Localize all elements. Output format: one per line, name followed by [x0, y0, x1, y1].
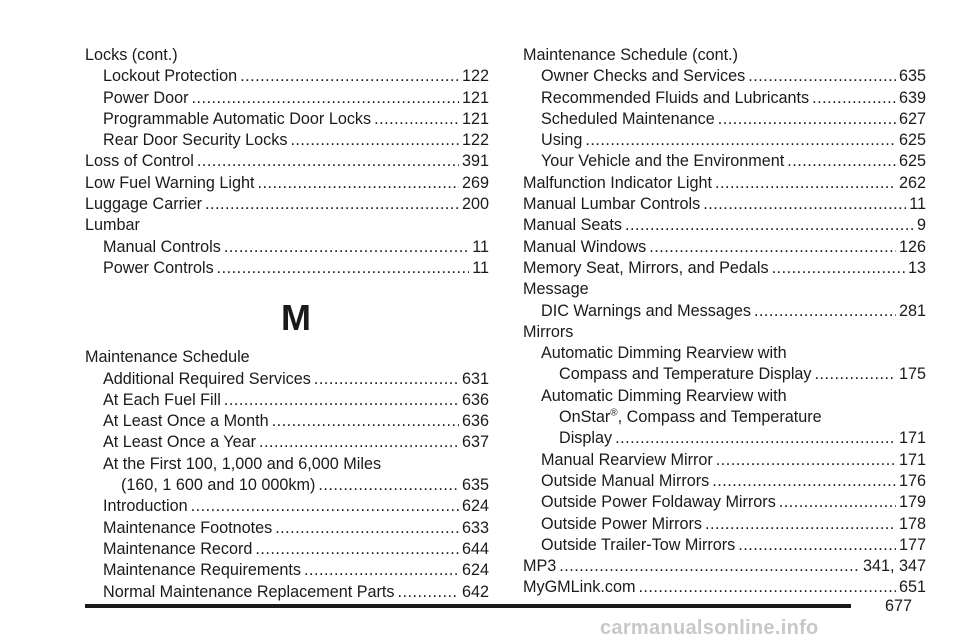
- page-ref: 13: [907, 258, 926, 277]
- page-ref: 176: [898, 471, 926, 490]
- entry-text: [541, 109, 715, 130]
- index-entry: [523, 194, 926, 215]
- index-entry: [523, 237, 926, 258]
- entry-text: [523, 258, 769, 279]
- entry-text-main: Introduction: [103, 497, 188, 516]
- dot-leader: [217, 258, 470, 279]
- index-entry: [523, 215, 926, 236]
- dot-leader: [191, 88, 459, 109]
- page-ref: 624: [461, 561, 489, 580]
- entry-text: [103, 582, 395, 603]
- page-ref: 122: [461, 67, 489, 86]
- entry-text: [103, 369, 311, 390]
- page-ref: 627: [898, 109, 926, 128]
- entry-text: [523, 279, 589, 300]
- entry-text-main: Outside Trailer-Tow Mirrors: [541, 535, 736, 554]
- entry-text: [103, 130, 287, 151]
- dot-leader: [748, 66, 896, 87]
- entry-text-main: Manual Controls: [103, 237, 221, 256]
- index-subentry: [85, 369, 489, 390]
- entry-text-main: OnStar: [559, 408, 611, 427]
- dot-leader: [191, 496, 459, 517]
- dot-leader: [718, 109, 896, 130]
- page-ref: 391: [461, 152, 489, 171]
- entry-text-main: Owner Checks and Services: [541, 67, 746, 86]
- entry-text-main: Power Controls: [103, 258, 214, 277]
- entry-text: [541, 88, 809, 109]
- entry-text-main: Lumbar: [85, 216, 140, 235]
- dot-leader: [712, 471, 896, 492]
- dot-leader: [625, 215, 914, 236]
- entry-text-main: Outside Manual Mirrors: [541, 471, 710, 490]
- index-entry: [85, 194, 489, 215]
- page-number: 677: [885, 597, 913, 615]
- page-ref: 637: [461, 433, 489, 452]
- entry-text-main: Power Door: [103, 88, 189, 107]
- dot-leader: [716, 450, 896, 471]
- page-ref: 625: [898, 152, 926, 171]
- index-subentry: [85, 411, 489, 432]
- dot-leader: [240, 66, 459, 87]
- entry-text: [85, 194, 202, 215]
- index-subentry: [523, 386, 926, 407]
- page-ref: 178: [898, 514, 926, 533]
- entry-text: [541, 514, 702, 535]
- entry-text-main: Luggage Carrier: [85, 195, 202, 214]
- entry-text-main: MP3: [523, 557, 557, 576]
- entry-text: [523, 194, 700, 215]
- dot-leader: [559, 556, 860, 577]
- entry-text-main: Mirrors: [523, 322, 574, 341]
- page-ref: 177: [898, 535, 926, 554]
- dot-leader: [197, 151, 459, 172]
- index-entry: [85, 151, 489, 172]
- entry-text: [541, 343, 787, 364]
- dot-leader: [255, 539, 459, 560]
- entry-text-main: Automatic Dimming Rearview with: [541, 344, 787, 363]
- entry-text-main: Maintenance Schedule: [85, 348, 250, 367]
- index-subentry: [85, 258, 489, 279]
- index-subentry: [523, 343, 926, 364]
- entry-text-main: At Each Fuel Fill: [103, 390, 221, 409]
- index-subentry: [85, 66, 489, 87]
- page-ref: 341, 347: [862, 557, 926, 576]
- entry-text: [559, 407, 822, 428]
- entry-text: [103, 258, 214, 279]
- dot-leader: [205, 194, 459, 215]
- entry-text: [85, 347, 250, 368]
- footer-rule: [85, 604, 851, 608]
- entry-text-main: Locks (cont.): [85, 46, 178, 64]
- entry-text: [541, 450, 713, 471]
- page-ref: 11: [472, 237, 489, 256]
- index-subentry: [85, 518, 489, 539]
- page-ref: 269: [461, 173, 489, 192]
- index-column-right: [523, 45, 926, 599]
- entry-text-main: MyGMLink.com: [523, 578, 636, 597]
- entry-text: [85, 173, 254, 194]
- entry-text: [121, 475, 315, 496]
- index-subentry: [523, 66, 926, 87]
- index-subentry: [523, 364, 926, 385]
- index-subentry: [523, 88, 926, 109]
- index-entry: [85, 215, 489, 236]
- entry-text: [523, 577, 635, 598]
- watermark: carmanualsonline.info: [600, 617, 819, 639]
- index-subentry: [85, 560, 489, 581]
- dot-leader: [290, 130, 459, 151]
- dot-leader: [772, 258, 905, 279]
- entry-text: [103, 496, 188, 517]
- dot-leader: [275, 518, 459, 539]
- dot-leader: [314, 369, 459, 390]
- index-column-left: [85, 45, 489, 603]
- index-subentry: [523, 514, 926, 535]
- entry-text-main: Manual Windows: [523, 237, 647, 256]
- entry-text: [541, 66, 745, 87]
- entry-text: [103, 518, 272, 539]
- index-entry: [523, 322, 926, 343]
- entry-text-main: Outside Power Foldaway Mirrors: [541, 493, 776, 512]
- index-subentry: [85, 582, 489, 603]
- index-entry: [523, 258, 926, 279]
- entry-text: [541, 130, 582, 151]
- dot-leader: [585, 130, 896, 151]
- page-ref: 633: [461, 518, 489, 537]
- entry-text-main: Low Fuel Warning Light: [85, 173, 255, 192]
- dot-leader: [705, 514, 896, 535]
- entry-text-main: Maintenance Schedule (cont.): [523, 46, 739, 64]
- index-subentry: [85, 390, 489, 411]
- index-entry: [523, 45, 926, 66]
- dot-leader: [812, 88, 896, 109]
- entry-text-main: Manual Rearview Mirror: [541, 450, 713, 469]
- entry-text-main: Message: [523, 280, 589, 299]
- page-ref: 635: [461, 476, 489, 495]
- page-ref: 122: [461, 131, 489, 150]
- entry-text: [541, 471, 709, 492]
- index-subentry: [85, 432, 489, 453]
- entry-text: [85, 215, 140, 236]
- entry-text-main: Compass and Temperature Display: [559, 365, 812, 384]
- entry-text: [523, 173, 712, 194]
- entry-text-main: Maintenance Record: [103, 539, 253, 558]
- page-ref: 636: [461, 412, 489, 431]
- index-subentry: [523, 450, 926, 471]
- entry-text: [523, 556, 556, 577]
- entry-text-main: Automatic Dimming Rearview with: [541, 386, 787, 405]
- page-ref: 639: [898, 88, 926, 107]
- entry-text: [559, 428, 612, 449]
- dot-leader: [779, 492, 896, 513]
- page-ref: 631: [461, 369, 489, 388]
- index-subentry: [85, 475, 489, 496]
- dot-leader: [715, 173, 896, 194]
- index-subentry: [85, 130, 489, 151]
- entry-text-main: At Least Once a Year: [103, 433, 256, 452]
- dot-leader: [398, 582, 459, 603]
- page-ref: 636: [461, 390, 489, 409]
- entry-text: [103, 66, 237, 87]
- dot-leader: [815, 364, 896, 385]
- page-ref: 200: [461, 195, 489, 214]
- entry-text: [541, 535, 735, 556]
- dot-leader: [304, 560, 459, 581]
- entry-text: [103, 411, 269, 432]
- entry-text-main: Rear Door Security Locks: [103, 131, 288, 150]
- entry-text: [85, 45, 178, 66]
- entry-text: [103, 88, 188, 109]
- page-ref: 171: [898, 450, 926, 469]
- page-ref: 121: [461, 109, 489, 128]
- page-ref: 121: [461, 88, 489, 107]
- entry-text: [523, 322, 573, 343]
- entry-text-main: Normal Maintenance Replacement Parts: [103, 582, 395, 601]
- dot-leader: [224, 237, 469, 258]
- entry-text: [559, 364, 812, 385]
- entry-text: [541, 301, 751, 322]
- page-ref: 642: [461, 582, 489, 601]
- registered-mark: ®: [610, 407, 618, 419]
- page-ref: 11: [909, 195, 926, 214]
- dot-leader: [272, 411, 459, 432]
- entry-text-main: At the First 100, 1,000 and 6,000 Miles: [103, 454, 382, 473]
- entry-text: [523, 215, 622, 236]
- index-subentry: [85, 109, 489, 130]
- dot-leader: [318, 475, 459, 496]
- page-ref: 179: [898, 493, 926, 512]
- entry-text-main: At Least Once a Month: [103, 412, 269, 431]
- dot-leader: [649, 237, 896, 258]
- dot-leader: [787, 151, 896, 172]
- page-ref: 171: [898, 429, 926, 448]
- entry-text-main: Scheduled Maintenance: [541, 109, 715, 128]
- entry-text: [541, 151, 784, 172]
- index-subentry: [85, 539, 489, 560]
- entry-text-main: Recommended Fluids and Lubricants: [541, 88, 810, 107]
- index-entry: [85, 347, 489, 368]
- index-subentry: [523, 301, 926, 322]
- entry-text-main: (160, 1 600 and 10 000km): [121, 476, 316, 495]
- entry-text: [523, 45, 738, 66]
- dot-leader: [257, 173, 459, 194]
- index-subentry: [523, 535, 926, 556]
- entry-text-main: DIC Warnings and Messages: [541, 301, 751, 320]
- entry-text: [103, 390, 221, 411]
- page-ref: 281: [898, 301, 926, 320]
- entry-text-main: Lockout Protection: [103, 67, 238, 86]
- section-letter: M: [281, 297, 311, 339]
- entry-text-main: Memory Seat, Mirrors, and Pedals: [523, 258, 769, 277]
- index-entry: [523, 577, 926, 598]
- page-ref: 9: [916, 216, 926, 235]
- dot-leader: [374, 109, 459, 130]
- page-ref: 635: [898, 67, 926, 86]
- index-subentry: [523, 471, 926, 492]
- index-entry: [523, 556, 926, 577]
- index-subentry: [523, 492, 926, 513]
- page-ref: 644: [461, 539, 489, 558]
- page-ref: 262: [898, 173, 926, 192]
- entry-text: [541, 492, 776, 513]
- page-ref: 624: [461, 497, 489, 516]
- entry-text-main: Manual Lumbar Controls: [523, 195, 701, 214]
- dot-leader: [754, 301, 896, 322]
- index-subentry: [523, 109, 926, 130]
- entry-text-main: Display: [559, 429, 613, 448]
- index-entry: [523, 173, 926, 194]
- index-entry: [85, 45, 489, 66]
- index-entry: [523, 279, 926, 300]
- dot-leader: [224, 390, 459, 411]
- entry-text: [103, 237, 221, 258]
- entry-text-main: Maintenance Footnotes: [103, 518, 273, 537]
- index-subentry: [523, 407, 926, 428]
- page-ref: 126: [898, 237, 926, 256]
- entry-text-main: Your Vehicle and the Environment: [541, 152, 785, 171]
- entry-text: [85, 151, 194, 172]
- page-ref: 11: [472, 258, 489, 277]
- index-subentry: [523, 151, 926, 172]
- entry-text-tail: , Compass and Temperature: [617, 408, 822, 427]
- entry-text-main: Maintenance Requirements: [103, 561, 301, 580]
- entry-text: [103, 432, 256, 453]
- index-subentry: [523, 130, 926, 151]
- page-ref: 175: [898, 365, 926, 384]
- entry-text-main: Loss of Control: [85, 152, 194, 171]
- index-entry: [85, 173, 489, 194]
- entry-text: [523, 237, 646, 258]
- entry-text: [103, 539, 252, 560]
- entry-text-main: Programmable Automatic Door Locks: [103, 109, 372, 128]
- page-ref: 651: [898, 578, 926, 597]
- index-subentry: [85, 88, 489, 109]
- entry-text: [103, 454, 381, 475]
- dot-leader: [638, 577, 896, 598]
- entry-text-main: Additional Required Services: [103, 369, 311, 388]
- dot-leader: [615, 428, 896, 449]
- index-subentry: [85, 237, 489, 258]
- index-subentry: [523, 428, 926, 449]
- page-ref: 625: [898, 131, 926, 150]
- entry-text-main: Using: [541, 131, 583, 150]
- dot-leader: [259, 432, 459, 453]
- index-subentry: [85, 496, 489, 517]
- index-subentry: [85, 454, 489, 475]
- entry-text-main: Outside Power Mirrors: [541, 514, 703, 533]
- entry-text: [541, 386, 787, 407]
- entry-text-main: Manual Seats: [523, 216, 622, 235]
- dot-leader: [703, 194, 906, 215]
- dot-leader: [738, 535, 896, 556]
- entry-text-main: Malfunction Indicator Light: [523, 173, 712, 192]
- entry-text: [103, 109, 371, 130]
- entry-text: [103, 560, 301, 581]
